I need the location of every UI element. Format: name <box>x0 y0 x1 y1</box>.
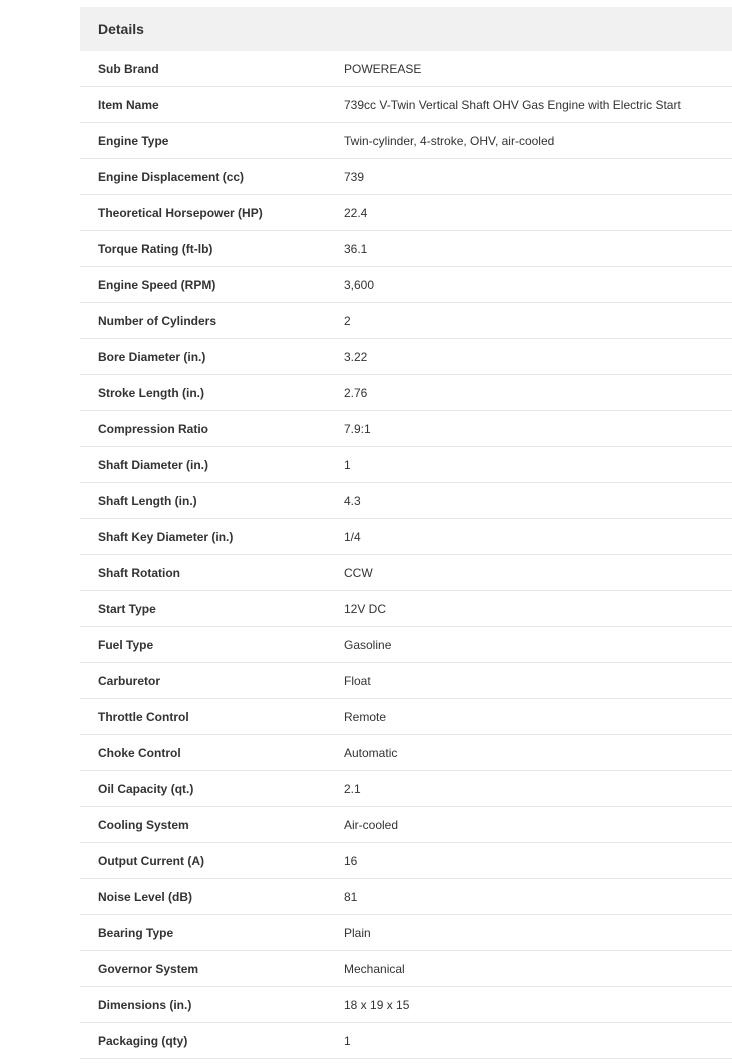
spec-label: Dimensions (in.) <box>98 997 192 1012</box>
spec-label: Oil Capacity (qt.) <box>98 781 194 796</box>
spec-row-engine-displacement <box>80 159 732 195</box>
details-specs-table <box>80 7 732 1059</box>
spec-row-throttle-control <box>80 699 732 735</box>
spec-row-engine-speed <box>80 267 732 303</box>
spec-value: Mechanical <box>344 961 405 976</box>
spec-value: 22.4 <box>344 205 368 220</box>
spec-value: Float <box>344 673 371 688</box>
spec-value: 81 <box>344 889 358 904</box>
spec-label: Throttle Control <box>98 709 189 724</box>
details-header <box>80 7 732 51</box>
spec-row-packaging <box>80 1023 732 1059</box>
spec-label: Noise Level (dB) <box>98 889 193 904</box>
spec-label: Choke Control <box>98 745 181 760</box>
spec-row-governor-system <box>80 951 732 987</box>
spec-row-start-type <box>80 591 732 627</box>
spec-label: Shaft Key Diameter (in.) <box>98 529 234 544</box>
spec-row-engine-type <box>80 123 732 159</box>
spec-value: 16 <box>344 853 358 868</box>
spec-row-shaft-length <box>80 483 732 519</box>
spec-label: Shaft Diameter (in.) <box>98 457 209 472</box>
spec-label: Start Type <box>98 601 156 616</box>
spec-label: Shaft Length (in.) <box>98 493 197 508</box>
spec-value: Automatic <box>344 745 398 760</box>
spec-row-stroke-length <box>80 375 732 411</box>
spec-row-dimensions <box>80 987 732 1023</box>
spec-row-oil-capacity <box>80 771 732 807</box>
spec-value: Twin-cylinder, 4-stroke, OHV, air-cooled <box>344 133 555 148</box>
spec-value: Gasoline <box>344 637 392 652</box>
spec-label: Output Current (A) <box>98 853 204 868</box>
spec-label: Carburetor <box>98 673 161 688</box>
spec-row-choke-control <box>80 735 732 771</box>
spec-value: 4.3 <box>344 493 361 508</box>
spec-label: Engine Type <box>98 133 169 148</box>
spec-label: Sub Brand <box>98 61 159 76</box>
spec-label: Bore Diameter (in.) <box>98 349 206 364</box>
spec-value: 3.22 <box>344 349 368 364</box>
spec-label: Cooling System <box>98 817 189 832</box>
spec-value: 2.76 <box>344 385 368 400</box>
spec-label: Torque Rating (ft-lb) <box>98 241 213 256</box>
spec-row-fuel-type <box>80 627 732 663</box>
spec-value: 36.1 <box>344 241 368 256</box>
spec-value: 1 <box>344 457 351 472</box>
specs-list <box>80 51 732 1059</box>
spec-label: Engine Displacement (cc) <box>98 169 245 184</box>
spec-value: 2 <box>344 313 351 328</box>
spec-row-compression-ratio <box>80 411 732 447</box>
spec-label: Engine Speed (RPM) <box>98 277 216 292</box>
spec-value: Air-cooled <box>344 817 399 832</box>
spec-value: CCW <box>344 565 373 580</box>
spec-value: 739cc V-Twin Vertical Shaft OHV Gas Engine with Electric Start <box>344 97 681 112</box>
spec-value: 739 <box>344 169 365 184</box>
spec-value: 3,600 <box>344 277 375 292</box>
spec-value: 18 x 19 x 15 <box>344 997 410 1012</box>
spec-row-shaft-diameter <box>80 447 732 483</box>
spec-row-bearing-type <box>80 915 732 951</box>
spec-label: Item Name <box>98 97 159 112</box>
spec-row-bore-diameter <box>80 339 732 375</box>
spec-label: Governor System <box>98 961 199 976</box>
spec-value: 7.9:1 <box>344 421 371 436</box>
spec-label: Fuel Type <box>98 637 154 652</box>
spec-value: Plain <box>344 925 371 940</box>
spec-label: Shaft Rotation <box>98 565 180 580</box>
spec-value: 2.1 <box>344 781 361 796</box>
spec-row-noise-level <box>80 879 732 915</box>
details-title: Details <box>98 21 144 37</box>
spec-value: Remote <box>344 709 387 724</box>
spec-label: Bearing Type <box>98 925 174 940</box>
spec-row-carburetor <box>80 663 732 699</box>
spec-value: POWEREASE <box>344 61 422 76</box>
spec-value: 12V DC <box>344 601 387 616</box>
spec-label: Theoretical Horsepower (HP) <box>98 205 263 220</box>
spec-row-shaft-rotation <box>80 555 732 591</box>
spec-row-theoretical-horsepower <box>80 195 732 231</box>
spec-row-torque-rating <box>80 231 732 267</box>
spec-row-number-of-cylinders <box>80 303 732 339</box>
spec-row-output-current <box>80 843 732 879</box>
spec-label: Compression Ratio <box>98 421 209 436</box>
spec-value: 1/4 <box>344 529 361 544</box>
spec-value: 1 <box>344 1033 351 1048</box>
spec-label: Packaging (qty) <box>98 1033 188 1048</box>
spec-row-shaft-key-diameter <box>80 519 732 555</box>
spec-label: Stroke Length (in.) <box>98 385 204 400</box>
spec-row-cooling-system <box>80 807 732 843</box>
spec-row-item-name <box>80 87 732 123</box>
spec-row-sub-brand <box>80 51 732 87</box>
spec-label: Number of Cylinders <box>98 313 217 328</box>
